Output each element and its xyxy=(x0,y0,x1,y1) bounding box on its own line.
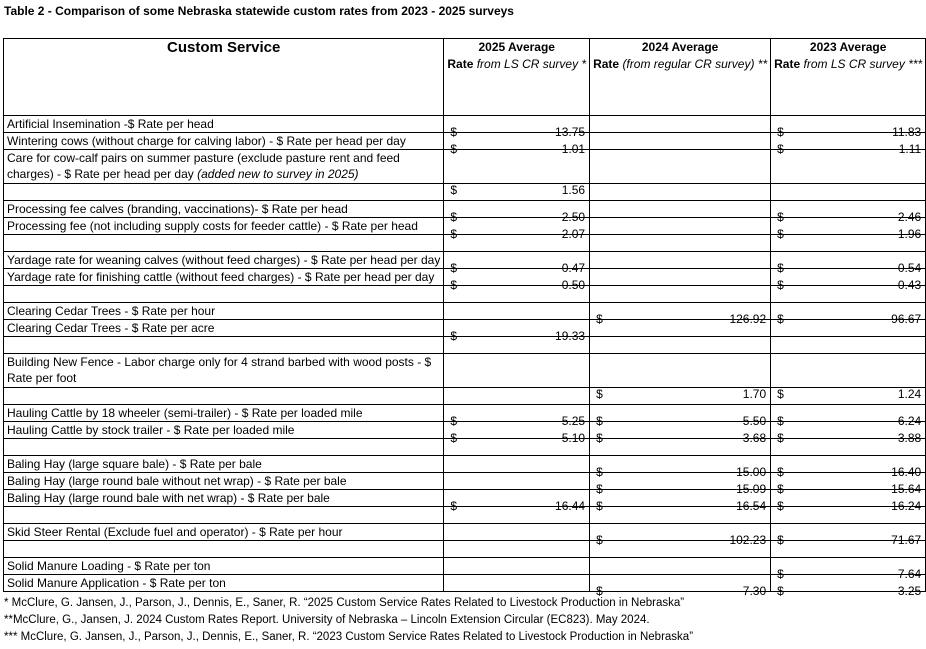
header-2024-top: 2024 Average xyxy=(641,40,719,54)
empty-cell xyxy=(444,388,590,405)
rate-2024 xyxy=(590,575,771,598)
rate-value: 5.10 xyxy=(561,431,586,445)
rate-row xyxy=(4,303,926,320)
rate-2023 xyxy=(771,303,926,326)
dollar-sign: $ xyxy=(777,261,784,275)
header-2025-top: 2025 Average xyxy=(478,40,555,54)
service-label: Yardage rate for weaning calves (without feed charges) - $ Rate per head per day xyxy=(7,253,441,267)
dollar-sign: $ xyxy=(450,142,458,156)
dollar-sign: $ xyxy=(450,329,458,343)
rate-value: 0.47 xyxy=(561,261,586,275)
table-title: Table 2 - Comparison of some Nebraska statewide custom rates from 2023 - 2025 surveys xyxy=(4,4,514,18)
service-label: Building New Fence - Labor charge only for 4 strand barbed with wood posts - $ Rate per foot xyxy=(7,355,432,385)
empty-cell xyxy=(4,184,444,201)
rate-2024 xyxy=(590,201,771,218)
dollar-sign: $ xyxy=(596,482,603,496)
dollar-sign: $ xyxy=(450,210,458,224)
header-2023-rate: Rate xyxy=(774,57,801,71)
rate-2024 xyxy=(590,252,771,269)
rate-row xyxy=(4,558,926,575)
rate-row xyxy=(4,473,926,490)
rate-2025 xyxy=(444,354,590,388)
empty-cell xyxy=(4,507,444,524)
rate-2023 xyxy=(771,558,926,581)
rate-2024 xyxy=(590,269,771,286)
rate-2024 xyxy=(590,473,771,496)
rate-2025 xyxy=(444,473,590,490)
service-label: Yardage rate for finishing cattle (without feed charges) - $ Rate per head per day xyxy=(7,270,435,284)
rate-value: 2.46 xyxy=(897,210,922,224)
empty-cell xyxy=(4,439,444,456)
dollar-sign: $ xyxy=(777,387,784,401)
service-cell xyxy=(4,558,444,575)
rate-2023 xyxy=(771,473,926,496)
dollar-sign: $ xyxy=(596,414,603,428)
dollar-sign: $ xyxy=(450,227,458,241)
dollar-sign: $ xyxy=(450,499,458,513)
service-label: Hauling Cattle by 18 wheeler (semi-trailer) - $ Rate per loaded mile xyxy=(7,406,363,420)
rate-value: 13.75 xyxy=(555,125,586,139)
footnote-2: **McClure, G., Jansen, J. 2024 Custom Rates Report. University of Nebraska – Lincoln Extension Circular (EC823). May 2024. xyxy=(4,614,650,626)
service-label: Processing fee calves (branding, vaccinations)- $ Rate per head xyxy=(7,202,348,216)
spacer-row xyxy=(4,507,926,524)
empty-cell xyxy=(444,541,590,558)
rate-row xyxy=(4,269,926,286)
rate-value: 3.88 xyxy=(897,431,922,445)
service-label: Clearing Cedar Trees - $ Rate per acre xyxy=(7,321,215,335)
custom-rates-table xyxy=(3,38,926,598)
header-2023-top: 2023 Average xyxy=(809,40,887,54)
dollar-sign: $ xyxy=(450,431,458,445)
rate-row xyxy=(4,320,926,337)
rate-value: 15.09 xyxy=(736,482,767,496)
rate-2023 xyxy=(771,320,926,337)
rate-row xyxy=(4,116,926,133)
rate-2023 xyxy=(771,201,926,224)
empty-cell xyxy=(4,541,444,558)
empty-cell xyxy=(4,337,444,354)
rate-value: 16.40 xyxy=(891,465,922,479)
rate-2023 xyxy=(771,422,926,445)
rate-2025 xyxy=(444,575,590,592)
service-cell xyxy=(4,575,444,592)
footnote-3: *** McClure, G. Jansen, J., Parson, J., Dennis, E., Saner, R. “2023 Custom Service Rates Related to Livestock Production in Nebraska” xyxy=(4,631,694,643)
header-2024 xyxy=(590,39,771,116)
rate-2024 xyxy=(590,150,771,184)
dollar-sign: $ xyxy=(450,261,458,275)
service-cell xyxy=(4,320,444,337)
service-cell xyxy=(4,150,444,184)
rate-value: 3.68 xyxy=(742,431,767,445)
header-2025-source: from LS CR survey * xyxy=(476,57,587,71)
rate-row xyxy=(4,490,926,507)
spacer-row xyxy=(4,235,926,252)
rate-2024 xyxy=(590,405,771,428)
rate-row xyxy=(4,456,926,473)
rate-2023 xyxy=(771,490,926,513)
rate-2025 xyxy=(444,422,590,445)
rate-2023 xyxy=(771,524,926,547)
dollar-sign: $ xyxy=(777,431,784,445)
rate-value: 1.24 xyxy=(897,387,922,401)
rate-2023 xyxy=(771,218,926,241)
rate-2025 xyxy=(444,133,590,156)
dollar-sign: $ xyxy=(777,482,784,496)
rate-2024 xyxy=(590,524,771,547)
empty-cell xyxy=(590,235,771,252)
dollar-sign: $ xyxy=(596,465,603,479)
service-cell xyxy=(4,303,444,320)
service-cell xyxy=(4,269,444,286)
rate-row xyxy=(4,201,926,218)
rate-value: 0.43 xyxy=(897,278,922,292)
rates-body xyxy=(4,116,926,598)
rate-2025 xyxy=(444,405,590,428)
rate-2024 xyxy=(590,320,771,337)
service-label: Care for cow-calf pairs on summer pasture (exclude pasture rent and feed charges) - $ Rate per head per day xyxy=(7,151,400,181)
rate-2025 xyxy=(444,303,590,320)
service-cell xyxy=(4,405,444,422)
rate-2025 xyxy=(444,150,590,197)
empty-cell xyxy=(771,337,926,354)
service-cell xyxy=(4,116,444,133)
dollar-sign: $ xyxy=(777,312,784,326)
service-note: (added new to survey in 2025) xyxy=(197,167,359,181)
dollar-sign: $ xyxy=(777,278,784,292)
dollar-sign: $ xyxy=(777,584,784,598)
service-label: Solid Manure Loading - $ Rate per ton xyxy=(7,559,211,573)
service-label: Hauling Cattle by stock trailer - $ Rate per loaded mile xyxy=(7,423,295,437)
rate-value: 0.50 xyxy=(561,278,586,292)
dollar-sign: $ xyxy=(450,278,458,292)
service-cell xyxy=(4,456,444,473)
rate-2025 xyxy=(444,320,590,343)
dollar-sign: $ xyxy=(777,227,784,241)
spacer-row xyxy=(4,184,926,201)
service-cell xyxy=(4,490,444,507)
rate-2025 xyxy=(444,218,590,241)
rate-value: 7.30 xyxy=(742,584,767,598)
rate-value: 0.54 xyxy=(897,261,922,275)
rate-value: 71.67 xyxy=(891,533,922,547)
footnote-1: * McClure, G. Jansen, J., Parson, J., Dennis, E., Saner, R. “2025 Custom Service Rates Related to Livestock Production in Nebraska” xyxy=(4,597,685,609)
rate-value: 15.00 xyxy=(736,465,767,479)
rate-value: 1.56 xyxy=(561,183,586,197)
rate-value: 1.11 xyxy=(898,142,922,156)
service-label: Skid Steer Rental (Exclude fuel and operator) - $ Rate per hour xyxy=(7,525,343,539)
rate-2023 xyxy=(771,405,926,428)
service-cell xyxy=(4,524,444,541)
header-2025-rate: Rate xyxy=(447,57,474,71)
service-label: Baling Hay (large round bale with net wrap) - $ Rate per bale xyxy=(7,491,330,505)
rate-row xyxy=(4,218,926,235)
service-cell xyxy=(4,201,444,218)
service-cell xyxy=(4,133,444,150)
dollar-sign: $ xyxy=(777,142,784,156)
rate-value: 1.70 xyxy=(742,387,767,401)
service-cell xyxy=(4,473,444,490)
rate-2025 xyxy=(444,116,590,139)
rate-2024 xyxy=(590,354,771,401)
dollar-sign: $ xyxy=(596,584,603,598)
dollar-sign: $ xyxy=(450,183,458,197)
rate-value: 19.33 xyxy=(555,329,586,343)
rate-value: 2.50 xyxy=(561,210,586,224)
header-custom-service: Custom Service xyxy=(4,39,444,116)
rate-row xyxy=(4,405,926,422)
rate-2023 xyxy=(771,116,926,139)
dollar-sign: $ xyxy=(450,414,458,428)
service-label: Processing fee (not including supply costs for feeder cattle) - $ Rate per head xyxy=(7,219,418,233)
rate-value: 5.25 xyxy=(561,414,586,428)
service-label: Baling Hay (large round bale without net wrap) - $ Rate per bale xyxy=(7,474,347,488)
dollar-sign: $ xyxy=(777,567,784,581)
rate-2023 xyxy=(771,133,926,156)
rate-value: 15.64 xyxy=(891,482,922,496)
rate-2025 xyxy=(444,269,590,292)
rate-value: 2.07 xyxy=(561,227,586,241)
service-cell xyxy=(4,218,444,235)
rate-2023 xyxy=(771,354,926,401)
rate-value: 1.96 xyxy=(897,227,922,241)
rate-value: 3.25 xyxy=(897,584,922,598)
service-label: Solid Manure Application - $ Rate per ton xyxy=(7,576,226,590)
rate-value: 126.92 xyxy=(729,312,767,326)
dollar-sign: $ xyxy=(777,414,784,428)
empty-cell xyxy=(590,286,771,303)
header-2023-source: from LS CR survey *** xyxy=(803,57,923,71)
rate-2025 xyxy=(444,252,590,275)
empty-cell xyxy=(4,235,444,252)
dollar-sign: $ xyxy=(777,533,784,547)
rate-2024 xyxy=(590,558,771,575)
dollar-sign: $ xyxy=(777,499,784,513)
header-2024-rate: Rate xyxy=(593,57,620,71)
service-cell xyxy=(4,422,444,439)
header-2024-source: (from regular CR survey) ** xyxy=(622,57,768,71)
dollar-sign: $ xyxy=(596,387,603,401)
rate-2023 xyxy=(771,150,926,184)
rate-2024 xyxy=(590,303,771,326)
rate-row xyxy=(4,422,926,439)
empty-cell xyxy=(590,184,771,201)
dollar-sign: $ xyxy=(777,125,784,139)
rate-row xyxy=(4,133,926,150)
rate-2025 xyxy=(444,524,590,541)
dollar-sign: $ xyxy=(596,499,603,513)
rate-2025 xyxy=(444,201,590,224)
dollar-sign: $ xyxy=(596,431,603,445)
rate-row xyxy=(4,354,926,388)
rate-2023 xyxy=(771,252,926,275)
service-label: Artificial Insemination -$ Rate per head xyxy=(7,117,214,131)
rate-2024 xyxy=(590,133,771,150)
rate-value: 1.01 xyxy=(561,142,586,156)
spacer-row xyxy=(4,286,926,303)
rate-2024 xyxy=(590,116,771,133)
service-label: Baling Hay (large square bale) - $ Rate per bale xyxy=(7,457,262,471)
dollar-sign: $ xyxy=(596,312,603,326)
service-label: Clearing Cedar Trees - $ Rate per hour xyxy=(7,304,216,318)
rate-2023 xyxy=(771,269,926,292)
rate-value: 96.67 xyxy=(891,312,922,326)
header-2023 xyxy=(771,39,926,116)
rate-row xyxy=(4,575,926,592)
rate-2023 xyxy=(771,575,926,598)
dollar-sign: $ xyxy=(596,533,603,547)
rate-2025 xyxy=(444,558,590,575)
rate-value: 11.83 xyxy=(892,125,922,139)
spacer-row xyxy=(4,439,926,456)
service-cell xyxy=(4,252,444,269)
service-cell xyxy=(4,354,444,388)
rate-value: 5.50 xyxy=(742,414,767,428)
header-row xyxy=(4,39,926,116)
rate-value: 16.44 xyxy=(555,499,586,513)
empty-cell xyxy=(771,184,926,201)
dollar-sign: $ xyxy=(777,210,784,224)
header-2025 xyxy=(444,39,590,116)
rate-value: 16.24 xyxy=(891,499,922,513)
service-label: Wintering cows (without charge for calving labor) - $ Rate per head per day xyxy=(7,134,406,148)
rate-row xyxy=(4,524,926,541)
rate-2024 xyxy=(590,456,771,479)
rate-2024 xyxy=(590,422,771,445)
spacer-row xyxy=(4,388,926,405)
spacer-row xyxy=(4,541,926,558)
rate-value: 6.24 xyxy=(897,414,922,428)
dollar-sign: $ xyxy=(450,125,458,139)
rate-value: 102.23 xyxy=(729,533,767,547)
empty-cell xyxy=(4,388,444,405)
rate-row xyxy=(4,150,926,184)
rate-2023 xyxy=(771,456,926,479)
empty-cell xyxy=(4,286,444,303)
rate-value: 16.54 xyxy=(736,499,767,513)
dollar-sign: $ xyxy=(777,465,784,479)
rate-2025 xyxy=(444,490,590,513)
rate-value: 7.64 xyxy=(897,567,922,581)
rate-2024 xyxy=(590,490,771,513)
rate-2024 xyxy=(590,218,771,235)
empty-cell xyxy=(590,337,771,354)
rate-2025 xyxy=(444,456,590,473)
spacer-row xyxy=(4,337,926,354)
rate-row xyxy=(4,252,926,269)
